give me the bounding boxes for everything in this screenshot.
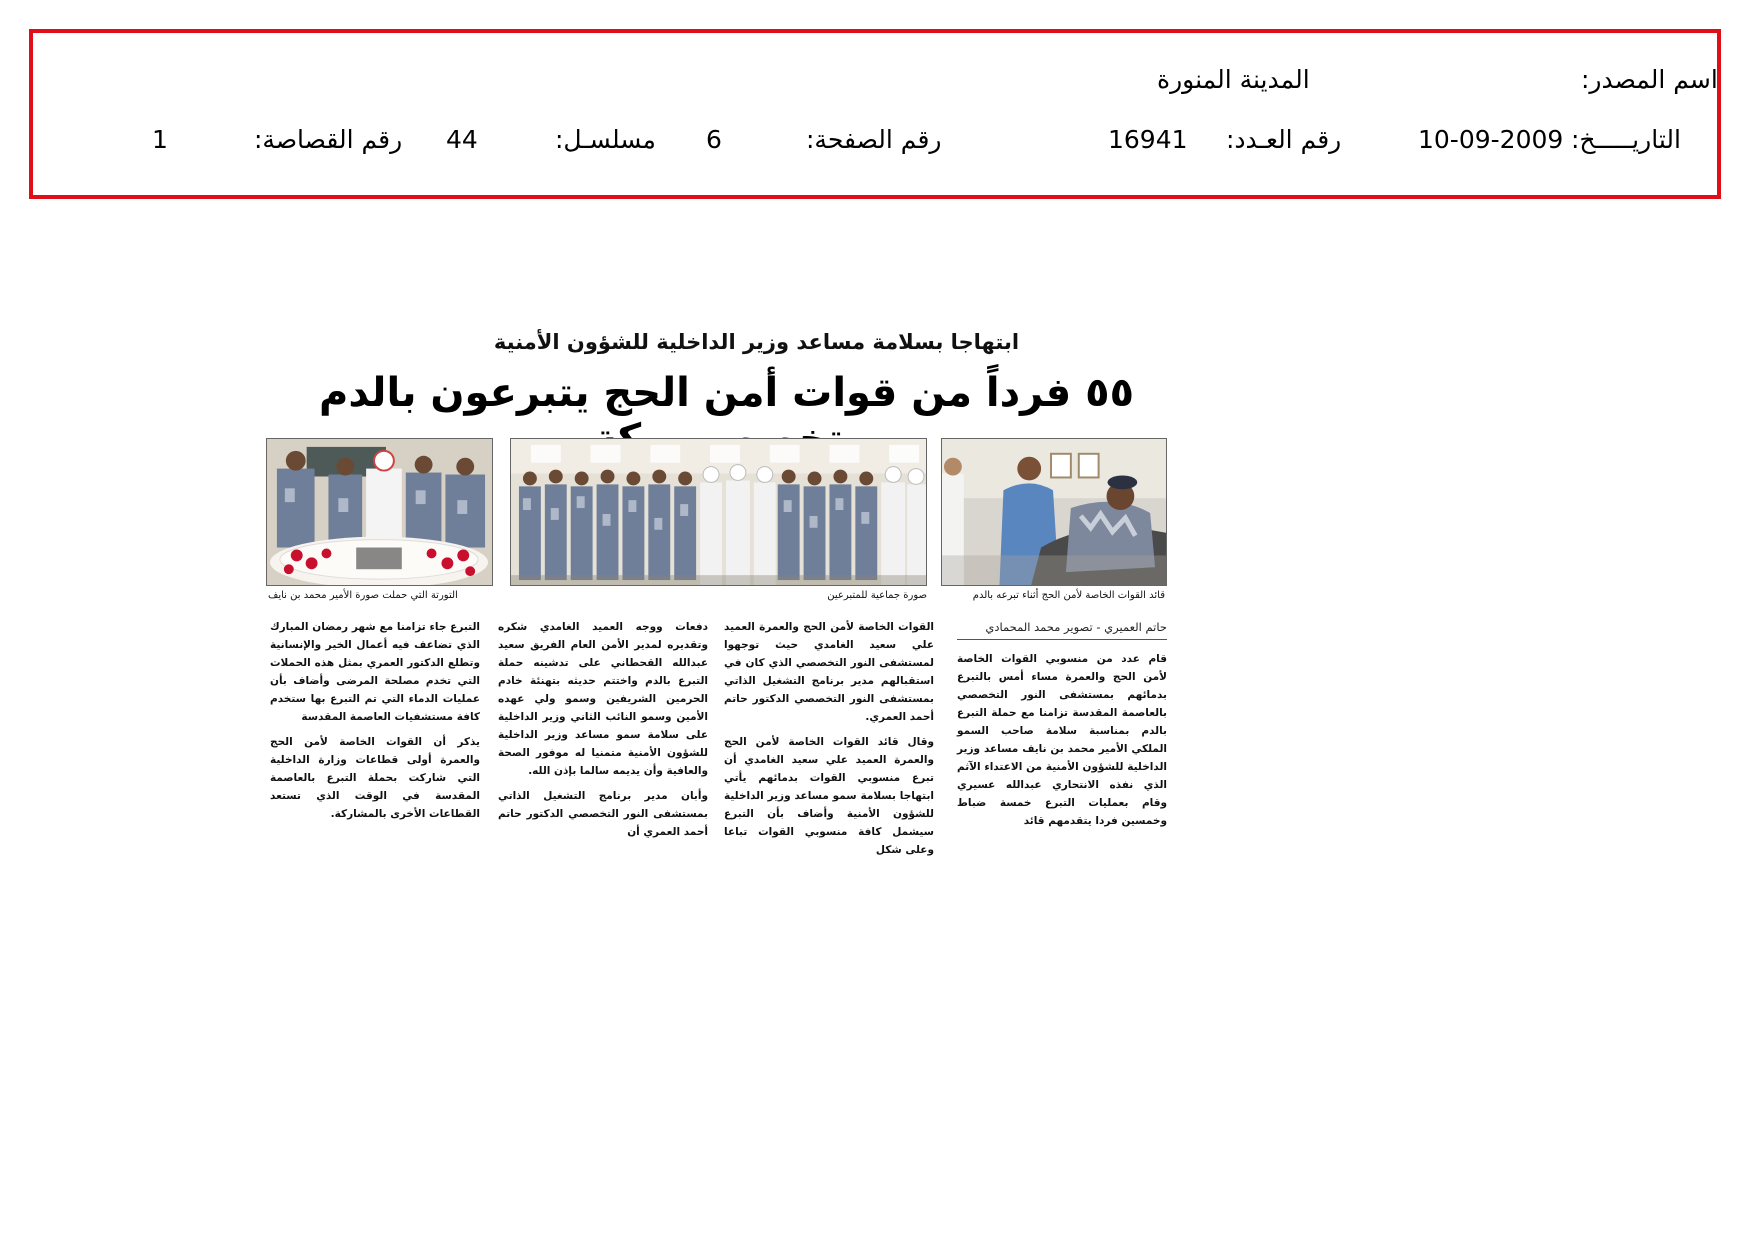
cake-photo <box>266 438 493 586</box>
clipping-metadata-box <box>29 29 1721 199</box>
paragraph: القوات الخاصة لأمن الحج والعمرة العميد علي سعيد الغامدي حيث توجهوا لمستشفى النور التخصصي الذي كان في استقبالهم مدير برنامج التشغيل الذاتي بمستشفى النور التخصصي الدكتور حاتم أحمد العمري. <box>724 621 934 723</box>
photo-caption-cake: التورتة التي حملت صورة الأمير محمد بن نايف <box>268 590 458 601</box>
paragraph: التبرع جاء تزامنا مع شهر رمضان المبارك الذي تضاعف فيه أعمال الخير والإنسانية وتطلع الدكتور العمري بمثل هذه الحملات التي تخدم مصلحة المرضى وأضاف بأن عمليات الدماء التي تم التبرع بها ستخدم كافة مستشفيات العاصمة المقدسة <box>270 621 480 723</box>
blood-donation-photo <box>941 438 1167 586</box>
article-column <box>498 618 708 848</box>
serial-label: مسلسـل: <box>555 125 656 154</box>
serial-value: 44 <box>446 125 478 154</box>
paragraph: دفعات ووجه العميد الغامدي شكره وتقديره لمدير الأمن العام الفريق سعيد عبدالله القحطاني على تدشينه حملة التبرع بالدم واختتم حديثه بتهنئة خادم الحرمين الشريفين وسمو ولي عهده الأمين وسمو النائب الثاني وزير الداخلية على سلامة سمو مساعد وزير الداخلية للشؤون الأمنية متمنيا له موفور الصحة والعافية وأن يديمه سالما بإذن الله. <box>498 621 708 777</box>
issue-value: 16941 <box>1108 125 1188 154</box>
paragraph: قام عدد من منسوبي القوات الخاصة لأمن الحج والعمرة مساء أمس بالتبرع بدمائهم بمستشفى النور التخصصي بالعاصمة المقدسة تزامنا مع حملة التبرع بالدم بمناسبة سلامة صاحب السمو الملكي الأمير محمد بن نايف مساعد وزير الداخلية للشؤون الأمنية من الاعتداء الآثم الذي نفذه الانتحاري عبدالله عسيري وقام بعمليات التبرع خمسة ضباط وخمسين فردا يتقدمهم قائد <box>957 653 1167 827</box>
newspaper-article <box>266 330 1167 856</box>
page-value: 6 <box>706 125 722 154</box>
issue-label: رقم العـدد: <box>1226 125 1342 154</box>
photo-caption-group: صورة جماعية للمتبرعين <box>827 590 927 601</box>
photo-caption-donation: قائد القوات الخاصة لأمن الحج أثناء تبرعه بالدم <box>972 590 1165 601</box>
article-kicker: ابتهاجا بسلامة مساعد وزير الداخلية للشؤون الأمنية <box>493 330 1020 354</box>
paragraph: يذكر أن القوات الخاصة لأمن الحج والعمرة أولى قطاعات وزارة الداخلية التي شاركت بحملة التبرع بالعاصمة المقدسة في الوقت الذي تستعد القطاعات الأخرى بالمشاركة. <box>270 736 480 820</box>
group-photo <box>510 438 927 586</box>
date-label: التاريـــــخ: <box>1571 125 1681 154</box>
article-byline: حاتم العميري - تصوير محمد المحمادي <box>957 620 1167 640</box>
page-label: رقم الصفحة: <box>806 125 942 154</box>
paragraph: وقال قائد القوات الخاصة لأمن الحج والعمرة العميد علي سعيد الغامدي أن تبرع منسوبي القوات بدمائهم يأتي ابتهاجا بسلامة سمو مساعد وزير الداخلية للشؤون الأمنية وأضاف بأن التبرع سيشمل كافة منسوبي القوات تباعا وعلى شكل <box>724 736 934 856</box>
clip-label: رقم القصاصة: <box>254 125 403 154</box>
article-column <box>957 650 1167 837</box>
article-column <box>270 618 480 830</box>
article-column <box>724 618 934 866</box>
clip-value: 1 <box>152 125 168 154</box>
date-value: 10-09-2009 <box>1418 125 1564 154</box>
article-headline: ٥٥ فرداً من قوات أمن الحج يتبرعون بالدم <box>319 370 1134 416</box>
paragraph: وأبان مدير برنامج التشغيل الذاتي بمستشفى النور التخصصي الدكتور حاتم أحمد العمري أن <box>498 790 708 838</box>
source-value: المدينة المنورة <box>1157 65 1310 94</box>
source-label: اسم المصدر: <box>1581 65 1718 94</box>
